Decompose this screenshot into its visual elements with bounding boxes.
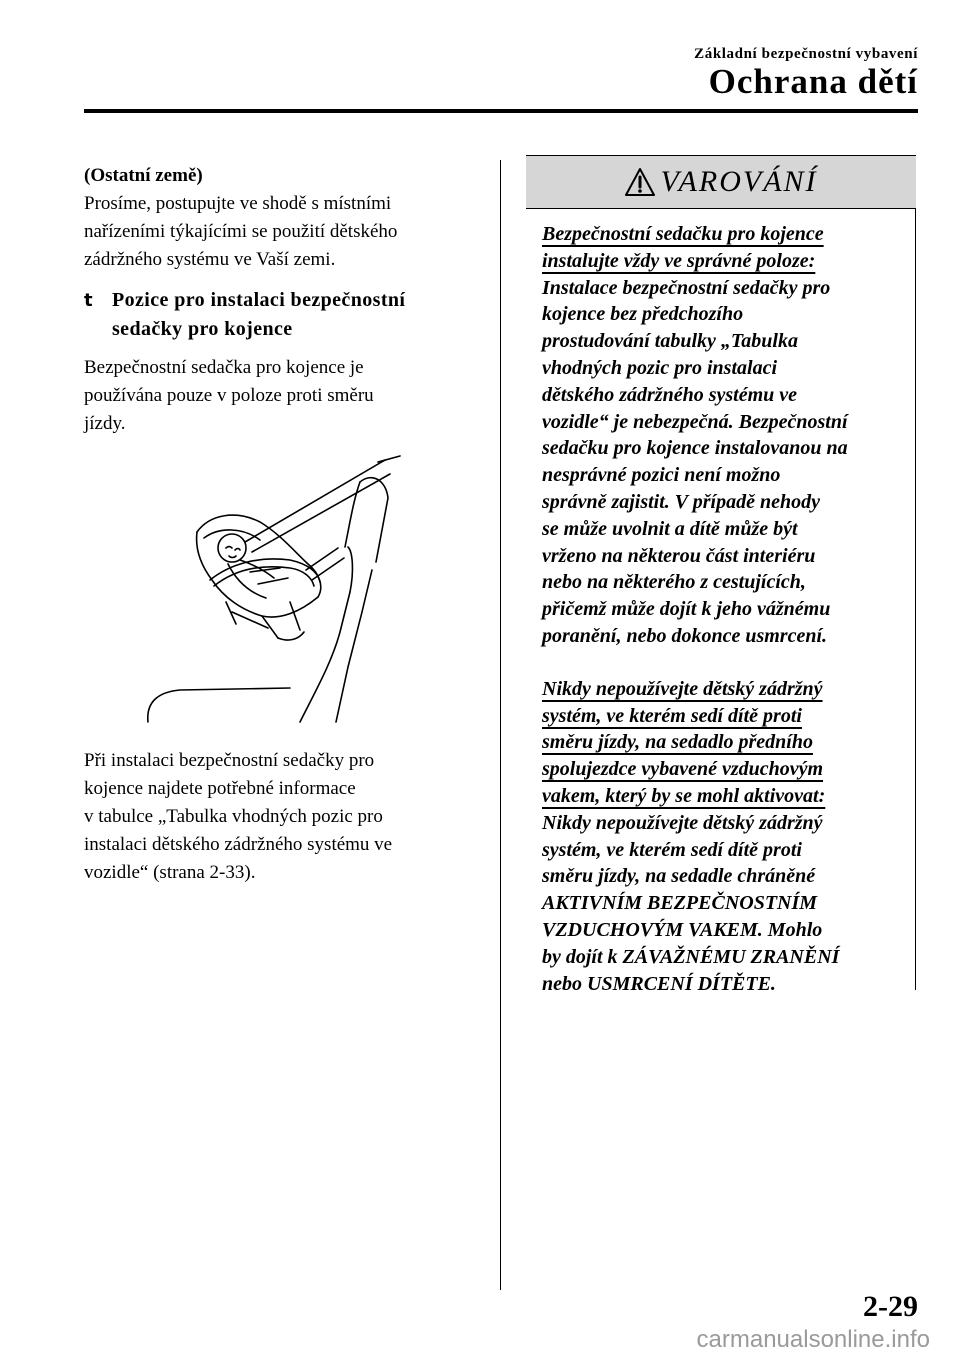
page-number: 2-29 [863,1290,918,1323]
warn1-line-14: poranění, nebo dokonce usmrcení. [542,624,828,647]
header-rule [84,109,918,113]
warn1-ul-1: Bezpečnostní sedačku pro kojence [542,223,824,245]
subheading-line-1: Pozice pro instalaci bezpečnostní [112,289,406,311]
warn2-ul-3: směru jízdy, na sedadlo předního [542,731,813,754]
warn1-line-7: sedačku pro kojence instalovanou na [542,437,848,460]
note-line-2: kojence najdete potřebné informace [84,778,356,799]
warning-triangle-icon [624,167,656,197]
infant-seat-illustration [140,452,430,727]
warn1-line-8: nesprávné pozici není možno [542,464,781,487]
bullet-icon: t [84,290,94,311]
warning-box [526,155,916,995]
warn2-line-1: Nikdy nepoužívejte dětský zádržný [542,811,823,834]
warn1-line-10: se může uvolnit a dítě může být [542,517,798,540]
warn1-line-13: přičemž může dojít k jeho vážnému [542,598,831,621]
body-line-1: Bezpečnostní sedačka pro kojence je [84,357,364,378]
warn2-ul-5: vakem, který by se mohl aktivovat: [542,784,826,807]
warn2-line-4: AKTIVNÍM BEZPEČNOSTNÍM [542,892,818,915]
body-line-2: používána pouze v poloze proti směru [84,385,374,406]
warn1-line-2: kojence bez předchozího [542,303,744,326]
warning-header [526,155,916,209]
warn2-line-7: nebo USMRCENÍ DÍTĚTE. [542,972,776,995]
intro-line-3: zádržného systému ve Vaší zemi. [84,249,336,270]
warn1-line-4: vhodných pozic pro instalaci [542,356,778,379]
warn1-line-9: správně zajistit. V případě nehody [542,490,820,513]
note-line-1: Při instalaci bezpečnostní sedačky pro [84,750,375,771]
column-divider [500,160,501,1290]
warning-label: VAROVÁNÍ [660,165,818,198]
warn2-line-2: systém, ve kterém sedí dítě proti [542,838,802,861]
warn1-ul-2: instalujte vždy ve správné poloze: [542,249,816,272]
warn1-line-1: Instalace bezpečnostní sedačky pro [542,276,831,299]
install-note [84,747,484,887]
note-line-5: vozidle“ (strana 2-33). [84,862,256,883]
warn1-line-11: vrženo na některou část interiéru [542,544,816,567]
warn1-line-12: nebo na některého z cestujících, [542,571,806,594]
note-line-4: instalaci dětského zádržného systému ve [84,834,393,855]
subheading [84,286,484,344]
warn2-ul-4: spolujezdce vybavené vzduchovým [542,758,824,781]
warn2-line-6: by dojít k ZÁVAŽNÉMU ZRANĚNÍ [542,945,840,968]
country-heading: (Ostatní země) [84,165,203,186]
warn2-line-5: VZDUCHOVÝM VAKEM. Mohlo [542,918,823,941]
warning-body [526,209,916,997]
note-line-3: v tabulce „Tabulka vhodných pozic pro [84,806,383,827]
warn2-ul-1: Nikdy nepoužívejte dětský zádržný [542,677,823,700]
warn1-line-3: prostudování tabulky „Tabulka [542,330,798,353]
page-title: Ochrana dětí [708,62,918,101]
section-title: Základní bezpečnostní vybavení [694,46,918,62]
warn1-line-5: dětského zádržného systému ve [542,383,797,406]
watermark-link[interactable]: carmanualsonline.info [696,1326,930,1353]
subheading-line-2: sedačky pro kojence [112,318,293,340]
warning-side-rule [915,209,917,990]
warn1-line-6: vozidle“ je nebezpečná. Bezpečnostní [542,410,848,433]
intro-line-1: Prosíme, postupujte ve shodě s místními [84,193,392,214]
body-line-3: jízdy. [84,413,126,434]
intro-line-2: nařízeními týkajícími se použití dětského [84,221,398,242]
warn2-ul-2: systém, ve kterém sedí dítě proti [542,704,802,727]
warn2-line-3: směru jízdy, na sedadle chráněné [542,865,816,888]
left-column [84,162,484,438]
